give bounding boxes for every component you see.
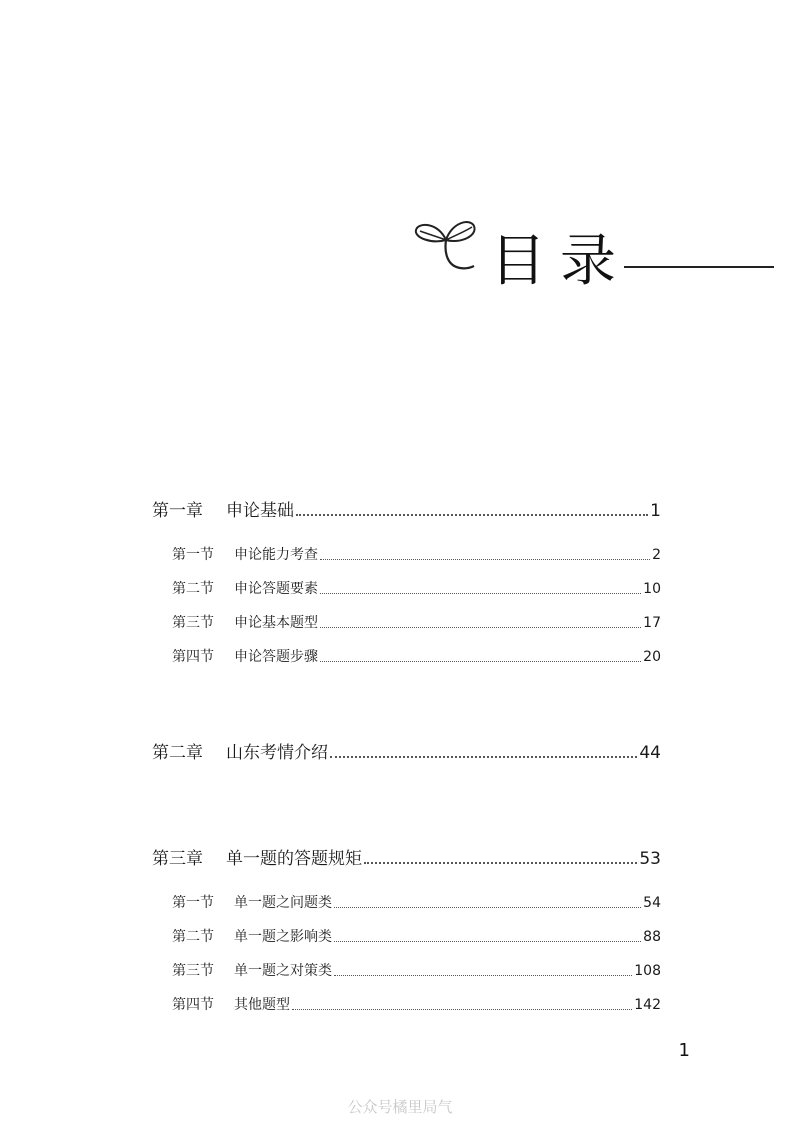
toc-page: 142 — [634, 997, 661, 1013]
toc-page: 53 — [639, 849, 661, 869]
toc-label: 第四节 — [172, 997, 214, 1013]
toc-page: 44 — [639, 743, 661, 763]
dot-leader — [320, 652, 641, 666]
dot-leader — [330, 746, 637, 763]
dot-leader — [320, 550, 650, 564]
toc-name: 其他题型 — [234, 997, 290, 1013]
toc-page: 54 — [643, 895, 661, 911]
toc-section-3-2[interactable] — [172, 926, 661, 946]
toc-name: 山东考情介绍 — [226, 743, 328, 763]
toc-page: 2 — [652, 547, 661, 563]
toc-section-1-2[interactable] — [172, 578, 661, 598]
toc-title-block — [412, 214, 782, 304]
toc-page: 1 — [650, 501, 661, 521]
toc-name: 申论能力考查 — [234, 547, 318, 563]
dot-leader — [320, 584, 641, 598]
dot-leader — [334, 966, 632, 980]
toc-section-1-3[interactable] — [172, 612, 661, 632]
toc-chapter-2[interactable] — [152, 738, 661, 763]
toc-name: 单一题之影响类 — [234, 929, 332, 945]
toc-label: 第二节 — [172, 929, 214, 945]
toc-page: 17 — [643, 615, 661, 631]
toc-section-1-4[interactable] — [172, 646, 661, 666]
dot-leader — [334, 898, 641, 912]
toc-name: 申论基本题型 — [234, 615, 318, 631]
toc-section-3-4[interactable] — [172, 994, 661, 1014]
toc-page: 108 — [634, 963, 661, 979]
toc-section-1-1[interactable] — [172, 544, 661, 564]
toc-name: 单一题的答题规矩 — [226, 849, 362, 869]
dot-leader — [334, 932, 641, 946]
toc-name: 单一题之对策类 — [234, 963, 332, 979]
watermark-text: 公众号橘里局气 — [347, 1098, 453, 1116]
page-number: 1 — [678, 1040, 690, 1061]
toc-section-3-1[interactable] — [172, 892, 661, 912]
dot-leader — [292, 1000, 632, 1014]
title-rule — [624, 266, 774, 268]
toc-label: 第二节 — [172, 581, 214, 597]
dot-leader — [320, 618, 641, 632]
toc-name: 单一题之问题类 — [234, 895, 332, 911]
toc-label: 第四节 — [172, 649, 214, 665]
toc-name: 申论答题要素 — [234, 581, 318, 597]
toc-page: 10 — [643, 581, 661, 597]
toc-name: 申论答题步骤 — [234, 649, 318, 665]
toc-label: 第一章 — [152, 501, 203, 521]
sprout-icon — [412, 214, 482, 276]
toc-chapter-3[interactable] — [152, 844, 661, 869]
toc-label: 第三章 — [152, 849, 203, 869]
toc-label: 第一节 — [172, 547, 214, 563]
toc-label: 第三节 — [172, 615, 214, 631]
toc-label: 第三节 — [172, 963, 214, 979]
toc-section-3-3[interactable] — [172, 960, 661, 980]
dot-leader — [296, 504, 648, 521]
toc-name: 申论基础 — [226, 501, 294, 521]
toc-title: 目录 — [490, 229, 630, 294]
toc-page: 20 — [643, 649, 661, 665]
toc-chapter-1[interactable] — [152, 496, 661, 521]
dot-leader — [364, 852, 637, 869]
toc-label: 第二章 — [152, 743, 203, 763]
toc-page: 88 — [643, 929, 661, 945]
toc-label: 第一节 — [172, 895, 214, 911]
